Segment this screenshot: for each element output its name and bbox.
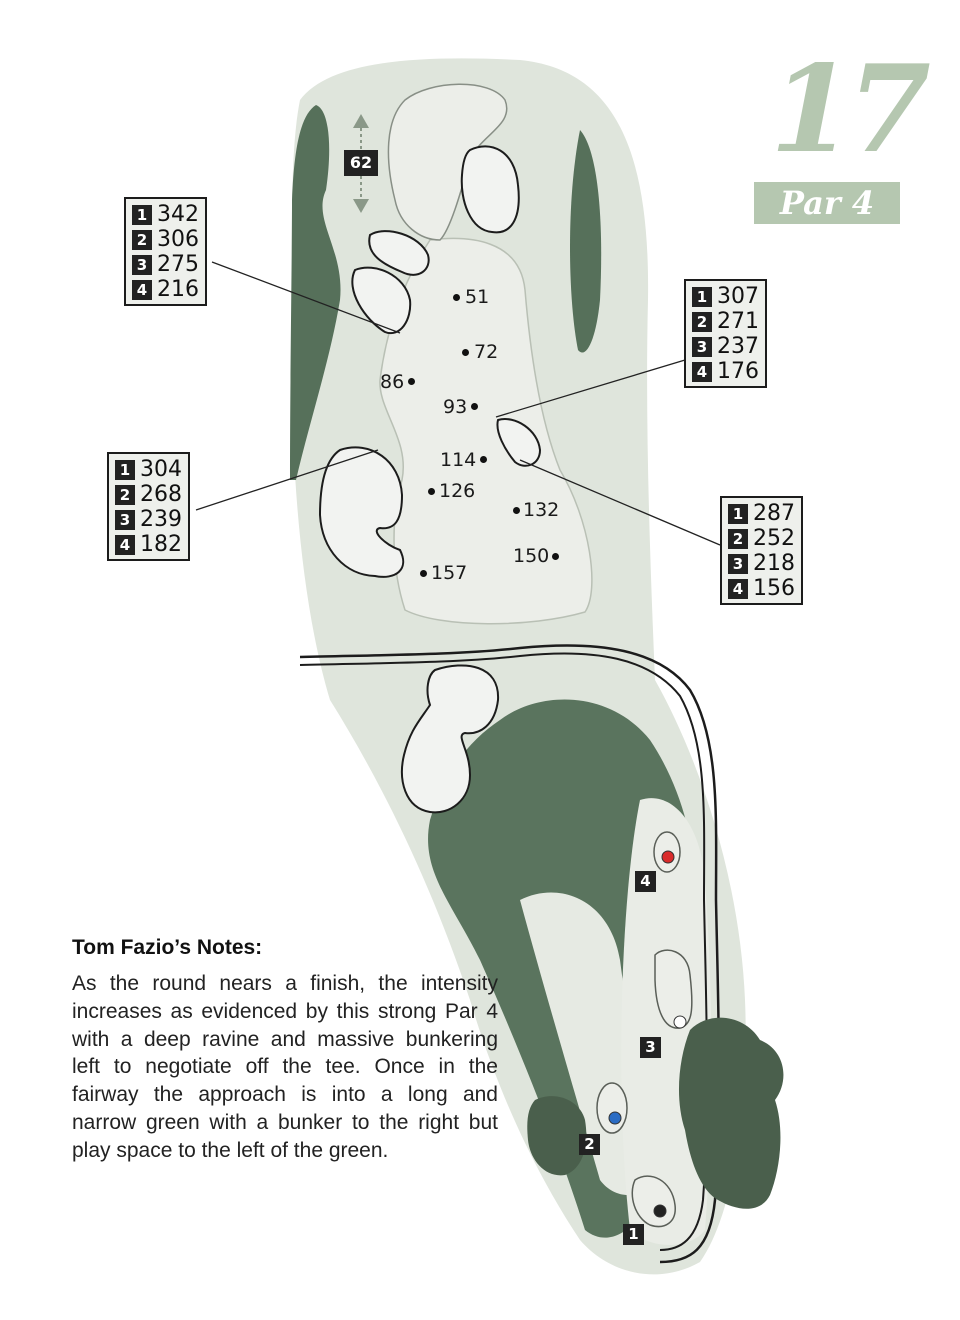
yardage-value: 306 [157,227,199,252]
yardage-value: 287 [753,501,795,526]
yardage-row [115,457,182,482]
yardage-value: 252 [753,526,795,551]
distance-marker: 86 [380,371,405,393]
yardage-value: 239 [140,507,182,532]
marker-dot [513,507,520,514]
yardage-value: 176 [717,359,759,384]
yardage-box-left-upper [124,197,207,306]
marker-dot [428,488,435,495]
yardage-row [115,482,182,507]
yardage-value: 304 [140,457,182,482]
yardage-row [132,252,199,277]
distance-marker: 72 [474,341,499,363]
distance-marker: 114 [440,449,477,471]
yardage-row [115,532,182,557]
marker-dot [480,456,487,463]
tee-number: 3 [115,510,135,530]
yardage-value: 342 [157,202,199,227]
yardage-row [728,526,795,551]
yardage-row [132,277,199,302]
yardage-row [132,227,199,252]
tee-label-1: 1 [623,1224,644,1245]
yardage-row [132,202,199,227]
yardage-row [728,551,795,576]
marker-dot [471,403,478,410]
yardage-row [692,359,759,384]
yardage-row [692,309,759,334]
marker-dot [552,553,559,560]
distance-marker: 157 [431,562,468,584]
tee-number: 1 [692,287,712,307]
tee-number: 3 [132,255,152,275]
tee-box-2 [597,1083,627,1133]
notes-body: As the round nears a finish, the intensity increases as evidenced by this strong Par 4 with a deep ravine and massive bunkering left to negotiate off the tee. Once in the fairway the approach is into a long and narrow green with a bunker to the right but play space to the left of the green. [72,972,498,1162]
distance-marker: 126 [439,480,476,502]
tee-marker-2 [609,1112,621,1124]
tee-label-4: 4 [635,871,656,892]
yardage-value: 218 [753,551,795,576]
hole-number: 17 [770,39,925,180]
tee-number: 4 [692,362,712,382]
tee-number: 4 [132,280,152,300]
yardage-value: 216 [157,277,199,302]
par-badge: Par 4 [754,182,900,224]
tee-number: 2 [115,485,135,505]
distance-marker: 132 [523,499,560,521]
tee-marker-3 [674,1016,686,1028]
yardage-row [692,334,759,359]
tee-number: 2 [692,312,712,332]
yardage-value: 271 [717,309,759,334]
tee-number: 3 [728,554,748,574]
yardage-value: 156 [753,576,795,601]
marker-dot [420,570,427,577]
tee-number: 2 [132,230,152,250]
yardage-value: 275 [157,252,199,277]
notes-title: Tom Fazio’s Notes: [72,936,263,959]
tee-number: 4 [115,535,135,555]
yardage-value: 268 [140,482,182,507]
tee-marker-4 [662,851,674,863]
tee-number: 1 [728,504,748,524]
tee-number: 4 [728,579,748,599]
distance-marker: 51 [465,286,490,308]
tee-number: 1 [115,460,135,480]
yardage-row [728,501,795,526]
marker-dot [408,378,415,385]
green-depth-label: 62 [344,150,378,176]
tee-label-2: 2 [579,1134,600,1155]
tee-number: 3 [692,337,712,357]
yardage-row [728,576,795,601]
tee-label-3: 3 [640,1037,661,1058]
marker-dot [453,294,460,301]
tee-number: 1 [132,205,152,225]
yardage-box-right-lower [720,496,803,605]
yardage-value: 182 [140,532,182,557]
yardage-value: 307 [717,284,759,309]
tee-marker-1 [654,1205,666,1217]
yardage-value: 237 [717,334,759,359]
distance-marker: 93 [443,396,468,418]
yardage-row [692,284,759,309]
yardage-box-left-lower [107,452,190,561]
yardage-row [115,507,182,532]
tee-number: 2 [728,529,748,549]
distance-marker: 150 [513,545,550,567]
marker-dot [462,349,469,356]
yardage-box-right-upper [684,279,767,388]
